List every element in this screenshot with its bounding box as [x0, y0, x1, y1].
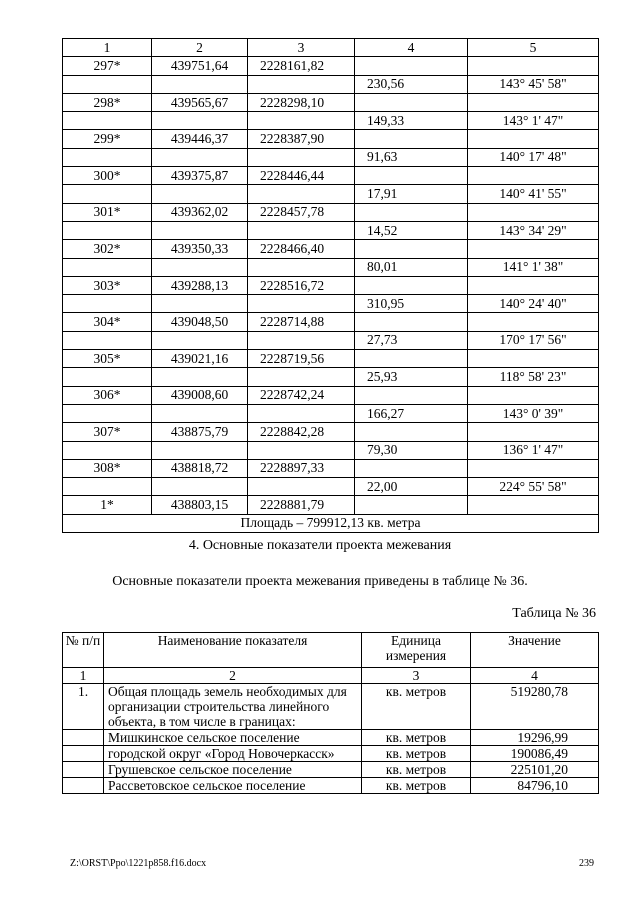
table-row — [63, 423, 599, 441]
indicator-name: Общая площадь земель необходимых для организации строительства линейного объекта, в том числе в границах: — [104, 684, 362, 730]
table-cell — [152, 295, 248, 313]
table-cell: 301* — [63, 203, 152, 221]
table-row — [63, 386, 599, 404]
table-cell — [355, 350, 468, 368]
col-number: 1 — [63, 668, 104, 684]
table-cell — [355, 203, 468, 221]
indicator-value: 19296,99 — [471, 730, 599, 746]
table-row — [63, 350, 599, 368]
table-row — [63, 276, 599, 294]
indicator-row — [63, 778, 599, 794]
table-cell: 2228446,44 — [248, 167, 355, 185]
table-cell: 2228457,78 — [248, 203, 355, 221]
table-row — [63, 313, 599, 331]
table-cell: 439008,60 — [152, 386, 248, 404]
table-cell — [248, 221, 355, 239]
header-num: № п/п — [63, 633, 104, 668]
indicator-value: 225101,20 — [471, 762, 599, 778]
table-cell — [468, 423, 599, 441]
table-cell — [152, 75, 248, 93]
table-cell — [468, 459, 599, 477]
coord-header-cell: 5 — [468, 39, 599, 57]
table-cell — [355, 459, 468, 477]
table-cell: 439751,64 — [152, 57, 248, 75]
table-cell — [248, 112, 355, 130]
table-cell — [468, 386, 599, 404]
table-cell: 2228742,24 — [248, 386, 355, 404]
table-cell — [248, 258, 355, 276]
table-cell: 143° 0' 39" — [468, 404, 599, 422]
table-cell: 298* — [63, 93, 152, 111]
table-cell — [248, 331, 355, 349]
table-cell — [63, 368, 152, 386]
indicator-value: 519280,78 — [471, 684, 599, 730]
coord-header-cell: 1 — [63, 39, 152, 57]
table-cell: 2228719,56 — [248, 350, 355, 368]
table-cell — [355, 57, 468, 75]
table-cell: 2228516,72 — [248, 276, 355, 294]
table-row — [63, 368, 599, 386]
col-number: 4 — [471, 668, 599, 684]
table-cell: 79,30 — [355, 441, 468, 459]
table-cell — [248, 368, 355, 386]
indicator-unit: кв. метров — [362, 762, 471, 778]
table-cell: 308* — [63, 459, 152, 477]
table-cell — [248, 295, 355, 313]
table-cell: 22,00 — [355, 478, 468, 496]
table-cell — [355, 313, 468, 331]
table-cell: 140° 24' 40" — [468, 295, 599, 313]
table-row — [63, 459, 599, 477]
table-cell: 2228298,10 — [248, 93, 355, 111]
table-cell: 2228897,33 — [248, 459, 355, 477]
indicator-num — [63, 730, 104, 746]
table-row — [63, 130, 599, 148]
header-unit: Единица измерения — [362, 633, 471, 668]
indicator-num: 1. — [63, 684, 104, 730]
table-cell: 170° 17' 56" — [468, 331, 599, 349]
table-cell — [248, 478, 355, 496]
table-cell — [152, 478, 248, 496]
col-number: 3 — [362, 668, 471, 684]
indicator-row — [63, 730, 599, 746]
table-row — [63, 148, 599, 166]
table-cell — [152, 221, 248, 239]
indicator-row — [63, 746, 599, 762]
table-cell: 118° 58' 23" — [468, 368, 599, 386]
indicator-unit: кв. метров — [362, 746, 471, 762]
page-number: 239 — [579, 858, 594, 869]
table-cell: 299* — [63, 130, 152, 148]
table-cell — [152, 148, 248, 166]
table-cell — [152, 258, 248, 276]
table-cell — [355, 386, 468, 404]
table-cell: 305* — [63, 350, 152, 368]
table-label: Таблица № 36 — [512, 606, 596, 621]
table-cell — [63, 478, 152, 496]
coord-header-cell: 4 — [355, 39, 468, 57]
indicator-unit: кв. метров — [362, 778, 471, 794]
table-cell: 438818,72 — [152, 459, 248, 477]
indicator-name: Рассветовское сельское поселение — [104, 778, 362, 794]
table-row — [63, 93, 599, 111]
table-cell: 143° 34' 29" — [468, 221, 599, 239]
table-cell — [63, 404, 152, 422]
table-cell — [468, 130, 599, 148]
table-cell — [468, 496, 599, 514]
table-row — [63, 404, 599, 422]
table-row — [63, 57, 599, 75]
table-row — [63, 112, 599, 130]
table-cell — [468, 276, 599, 294]
table-cell — [63, 148, 152, 166]
table-row — [63, 75, 599, 93]
table-row — [63, 167, 599, 185]
table-row — [63, 185, 599, 203]
table-cell — [355, 130, 468, 148]
table-cell — [468, 167, 599, 185]
coordinates-table — [62, 38, 599, 533]
table-cell: 1* — [63, 496, 152, 514]
table-cell — [152, 368, 248, 386]
table-row — [63, 331, 599, 349]
table-cell — [63, 112, 152, 130]
table-row — [63, 441, 599, 459]
header-name: Наименование показателя — [104, 633, 362, 668]
indicators-table — [62, 632, 599, 794]
table-cell — [355, 167, 468, 185]
table-cell — [355, 93, 468, 111]
area-row — [63, 514, 599, 532]
table-cell: 439021,16 — [152, 350, 248, 368]
table-cell: 300* — [63, 167, 152, 185]
table-cell: 439446,37 — [152, 130, 248, 148]
table-cell: 304* — [63, 313, 152, 331]
table-cell — [355, 276, 468, 294]
table-cell — [63, 295, 152, 313]
table-cell — [152, 404, 248, 422]
table-cell — [63, 75, 152, 93]
column-number-row — [63, 668, 599, 684]
indicators-header-row — [63, 633, 599, 668]
table-cell: 2228714,88 — [248, 313, 355, 331]
table-row — [63, 258, 599, 276]
table-cell: 2228387,90 — [248, 130, 355, 148]
table-cell — [468, 93, 599, 111]
table-cell: 2228842,28 — [248, 423, 355, 441]
header-value: Значение — [471, 633, 599, 668]
table-row — [63, 295, 599, 313]
table-cell — [63, 221, 152, 239]
indicator-value: 84796,10 — [471, 778, 599, 794]
table-cell — [355, 496, 468, 514]
table-row — [63, 478, 599, 496]
table-cell: 439565,67 — [152, 93, 248, 111]
table-cell — [468, 203, 599, 221]
table-cell: 143° 1' 47" — [468, 112, 599, 130]
table-cell — [63, 258, 152, 276]
table-cell — [248, 185, 355, 203]
section-title: 4. Основные показатели проекта межевания — [188, 538, 452, 553]
table-cell: 2228161,82 — [248, 57, 355, 75]
table-cell — [468, 240, 599, 258]
table-cell — [63, 441, 152, 459]
table-row — [63, 240, 599, 258]
table-row — [63, 221, 599, 239]
table-cell: 25,93 — [355, 368, 468, 386]
table-cell: 91,63 — [355, 148, 468, 166]
table-cell — [355, 423, 468, 441]
table-cell: 439048,50 — [152, 313, 248, 331]
table-cell: 303* — [63, 276, 152, 294]
table-cell: 149,33 — [355, 112, 468, 130]
table-cell — [63, 331, 152, 349]
indicator-num — [63, 746, 104, 762]
indicator-value: 190086,49 — [471, 746, 599, 762]
table-cell: 438803,15 — [152, 496, 248, 514]
coord-header-cell: 2 — [152, 39, 248, 57]
intro-paragraph: Основные показатели проекта межевания приведены в таблице № 36. — [112, 574, 528, 589]
coord-header-row — [63, 39, 599, 57]
table-cell: 439375,87 — [152, 167, 248, 185]
indicator-name: городской округ «Город Новочеркасск» — [104, 746, 362, 762]
table-cell — [468, 313, 599, 331]
table-cell: 2228881,79 — [248, 496, 355, 514]
table-cell: 439288,13 — [152, 276, 248, 294]
table-cell: 140° 41' 55" — [468, 185, 599, 203]
table-cell: 310,95 — [355, 295, 468, 313]
indicator-row — [63, 684, 599, 730]
table-cell: 27,73 — [355, 331, 468, 349]
table-cell: 297* — [63, 57, 152, 75]
table-cell: 143° 45' 58" — [468, 75, 599, 93]
table-cell: 302* — [63, 240, 152, 258]
col-number: 2 — [104, 668, 362, 684]
table-cell: 140° 17' 48" — [468, 148, 599, 166]
table-row — [63, 496, 599, 514]
table-cell: 439362,02 — [152, 203, 248, 221]
table-cell: 224° 55' 58" — [468, 478, 599, 496]
table-cell — [248, 441, 355, 459]
table-cell — [152, 331, 248, 349]
table-cell: 2228466,40 — [248, 240, 355, 258]
table-cell: 306* — [63, 386, 152, 404]
table-cell — [152, 112, 248, 130]
table-cell — [248, 75, 355, 93]
table-cell — [468, 350, 599, 368]
table-row — [63, 203, 599, 221]
table-cell: 136° 1' 47" — [468, 441, 599, 459]
table-cell — [468, 57, 599, 75]
table-cell: 141° 1' 38" — [468, 258, 599, 276]
table-cell: 166,27 — [355, 404, 468, 422]
area-total: Площадь – 799912,13 кв. метра — [63, 514, 599, 532]
table-cell: 439350,33 — [152, 240, 248, 258]
indicator-name: Мишкинское сельское поселение — [104, 730, 362, 746]
table-cell — [152, 185, 248, 203]
table-cell: 14,52 — [355, 221, 468, 239]
indicator-row — [63, 762, 599, 778]
indicator-unit: кв. метров — [362, 730, 471, 746]
table-cell: 80,01 — [355, 258, 468, 276]
table-cell — [248, 148, 355, 166]
indicator-unit: кв. метров — [362, 684, 471, 730]
indicator-name: Грушевское сельское поселение — [104, 762, 362, 778]
table-cell: 17,91 — [355, 185, 468, 203]
table-cell: 438875,79 — [152, 423, 248, 441]
indicator-num — [63, 762, 104, 778]
coord-header-cell: 3 — [248, 39, 355, 57]
table-cell: 230,56 — [355, 75, 468, 93]
table-cell — [63, 185, 152, 203]
table-cell — [355, 240, 468, 258]
indicator-num — [63, 778, 104, 794]
footer-file-path: Z:\ORST\Ppo\1221p858.f16.docx — [70, 858, 207, 869]
table-cell — [248, 404, 355, 422]
table-cell — [152, 441, 248, 459]
table-cell: 307* — [63, 423, 152, 441]
